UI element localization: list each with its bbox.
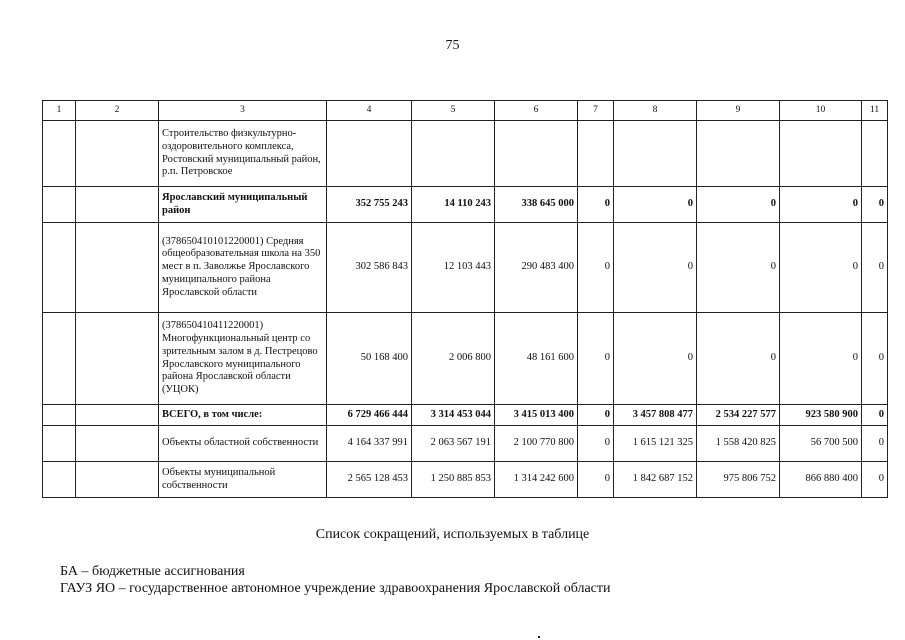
table-cell [43, 313, 76, 405]
column-header: 10 [780, 101, 862, 121]
table-cell: 0 [578, 462, 614, 498]
column-header: 1 [43, 101, 76, 121]
table-cell: 0 [862, 223, 888, 313]
object-name-cell: (378650410411220001) Многофункциональный центр со зрительным залом в д. Пестрецово Ярославского муниципального района Ярославской области (УЦОК) [159, 313, 327, 405]
table-cell [43, 426, 76, 462]
table-cell [495, 121, 578, 187]
table-cell: 3 457 808 477 [614, 405, 697, 426]
table-cell: 0 [578, 223, 614, 313]
table-cell [862, 121, 888, 187]
table-cell [327, 121, 412, 187]
table-cell: 0 [697, 313, 780, 405]
table-cell: 0 [578, 187, 614, 223]
table-cell: 1 842 687 152 [614, 462, 697, 498]
table-row [43, 405, 888, 426]
abbreviations-list [60, 563, 611, 597]
table-cell [412, 121, 495, 187]
table-cell: 2 006 800 [412, 313, 495, 405]
table-cell [43, 405, 76, 426]
table-cell: 0 [578, 313, 614, 405]
table-cell: 0 [614, 223, 697, 313]
table-row [43, 187, 888, 223]
table-cell [76, 121, 159, 187]
abbreviation-item: БА – бюджетные ассигнования [60, 564, 245, 579]
table-row [43, 223, 888, 313]
table-cell: 0 [862, 405, 888, 426]
abbreviations-title: Список сокращений, используемых в таблице [315, 527, 590, 542]
page-number: 75 [445, 38, 460, 53]
column-header: 11 [862, 101, 888, 121]
table-row [43, 121, 888, 187]
table-cell: 0 [862, 426, 888, 462]
object-name-cell: (378650410101220001) Средняя общеобразовательная школа на 350 мест в п. Заволжье Ярославского муниципального района Ярославской области [159, 223, 327, 313]
table-cell [76, 313, 159, 405]
table-cell [76, 405, 159, 426]
total-label-cell: ВСЕГО, в том числе: [159, 405, 327, 426]
table-cell: 0 [862, 187, 888, 223]
column-header: 4 [327, 101, 412, 121]
table-cell: 0 [614, 187, 697, 223]
table-cell [43, 223, 76, 313]
table-cell: 56 700 500 [780, 426, 862, 462]
table-cell: 4 164 337 991 [327, 426, 412, 462]
table-cell: 302 586 843 [327, 223, 412, 313]
table-cell: 0 [578, 405, 614, 426]
table-cell [578, 121, 614, 187]
column-header: 2 [76, 101, 159, 121]
table-cell: 14 110 243 [412, 187, 495, 223]
table-cell [76, 223, 159, 313]
table-cell: 0 [780, 223, 862, 313]
object-name-cell: Объекты муниципальной собственности [159, 462, 327, 498]
table-cell: 0 [862, 462, 888, 498]
table-cell: 1 615 121 325 [614, 426, 697, 462]
table-cell: 338 645 000 [495, 187, 578, 223]
table-cell: 50 168 400 [327, 313, 412, 405]
table-cell: 1 250 885 853 [412, 462, 495, 498]
table-cell: 2 534 227 577 [697, 405, 780, 426]
table-cell: 866 880 400 [780, 462, 862, 498]
table-row [43, 462, 888, 498]
table-cell: 2 100 770 800 [495, 426, 578, 462]
table-cell [43, 187, 76, 223]
object-name-cell: Ярославский муниципальный район [159, 187, 327, 223]
table-cell: 2 063 567 191 [412, 426, 495, 462]
table-cell: 290 483 400 [495, 223, 578, 313]
table-cell: 6 729 466 444 [327, 405, 412, 426]
table-cell: 0 [780, 187, 862, 223]
table-cell: 0 [697, 223, 780, 313]
table-cell [43, 462, 76, 498]
table-cell: 0 [780, 313, 862, 405]
table-cell [614, 121, 697, 187]
scan-speck [538, 636, 540, 638]
table-cell: 923 580 900 [780, 405, 862, 426]
column-header: 8 [614, 101, 697, 121]
column-header: 9 [697, 101, 780, 121]
table-cell: 0 [614, 313, 697, 405]
column-header: 6 [495, 101, 578, 121]
column-header: 7 [578, 101, 614, 121]
table-cell: 0 [578, 426, 614, 462]
table-row [43, 313, 888, 405]
table-cell [780, 121, 862, 187]
table-cell: 48 161 600 [495, 313, 578, 405]
table-cell: 12 103 443 [412, 223, 495, 313]
table-cell: 1 558 420 825 [697, 426, 780, 462]
table-cell: 352 755 243 [327, 187, 412, 223]
table-cell: 3 314 453 044 [412, 405, 495, 426]
abbreviation-item: ГАУЗ ЯО – государственное автономное учреждение здравоохранения Ярославской области [60, 581, 611, 596]
table-cell [76, 462, 159, 498]
object-name-cell: Объекты областной собственности [159, 426, 327, 462]
budget-table [42, 100, 888, 498]
table-row [43, 426, 888, 462]
table-cell: 0 [862, 313, 888, 405]
column-number-row [43, 101, 888, 121]
object-name-cell: Строительство физкультурно-оздоровительного комплекса, Ростовский муниципальный район, р.п. Петровское [159, 121, 327, 187]
table-cell [76, 426, 159, 462]
table-cell [43, 121, 76, 187]
table-cell: 0 [697, 187, 780, 223]
table-cell: 975 806 752 [697, 462, 780, 498]
table-cell: 2 565 128 453 [327, 462, 412, 498]
table-cell [76, 187, 159, 223]
table-cell: 1 314 242 600 [495, 462, 578, 498]
table-cell [697, 121, 780, 187]
column-header: 5 [412, 101, 495, 121]
column-header: 3 [159, 101, 327, 121]
table-cell: 3 415 013 400 [495, 405, 578, 426]
